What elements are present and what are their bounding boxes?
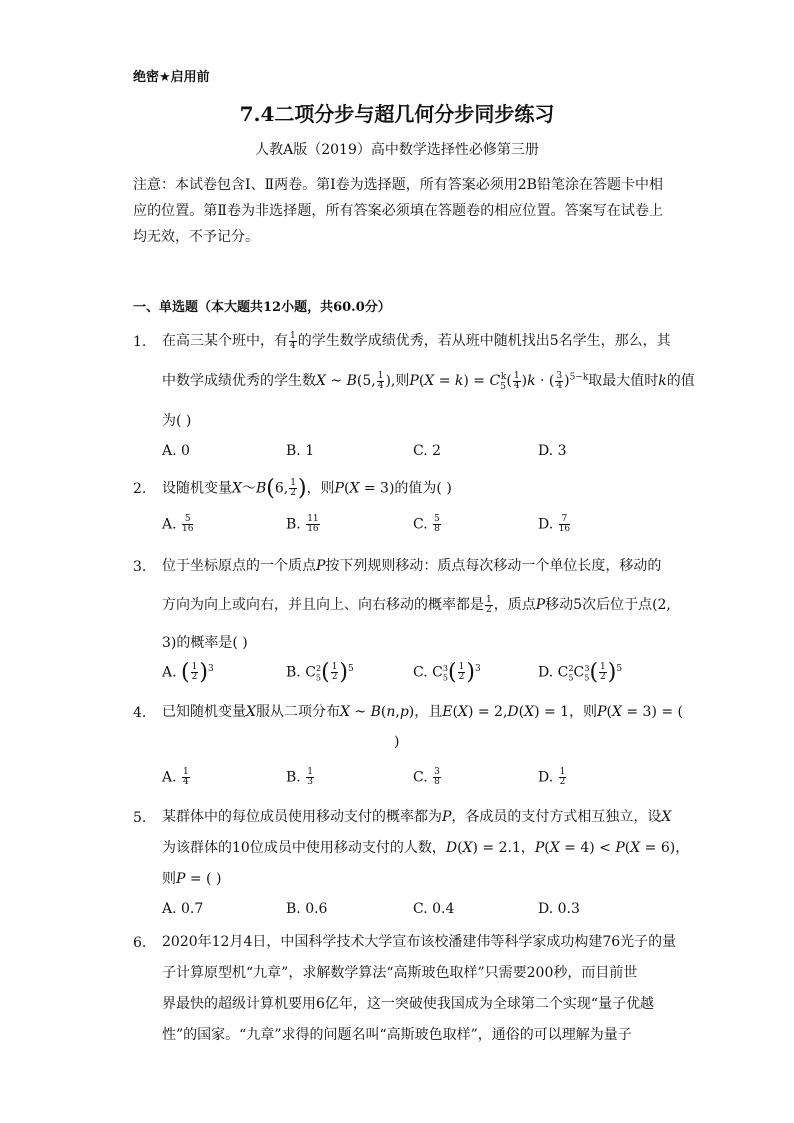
question-line: 3)的概率是( ) <box>162 635 248 651</box>
option-b[interactable]: B. $\frac{1}{3}$ <box>286 767 313 787</box>
option-d[interactable]: D. 3 <box>538 443 567 459</box>
question-line: 2020年12月4日，中国科学技术大学宣布该校潘建伟等科学家成功构建76光子的量 <box>162 934 677 950</box>
question-number: 5. <box>133 810 147 826</box>
question-number: 1. <box>133 334 147 350</box>
question-line: 在高三某个班中，有 $\frac{1}{4}$ 的学生数学成绩优秀，若从班中随机找出5名学生，那么，其 <box>162 330 671 351</box>
page-title: 7.4二项分步与超几何分步同步练习 <box>239 102 555 126</box>
option-a[interactable]: A. $\frac{1}{4}$ <box>162 767 189 787</box>
exam-notice: 注意：本试卷包含Ⅰ、Ⅱ两卷。第Ⅰ卷为选择题，所有答案必须用2B铅笔涂在答题卡中相应的位置。第Ⅱ卷为非选择题，所有答案必须填在答题卷的相应位置。答案写在试卷上均无效，不予记分。 <box>133 177 663 245</box>
page-subtitle: 人教A版（2019）高中数学选择性必修第三册 <box>255 142 539 158</box>
question-number: 3. <box>133 559 147 575</box>
option-c[interactable]: C. 2 <box>413 443 442 459</box>
question-line: 性”的国家。“九章”求得的问题名叫“高斯玻色取样”，通俗的可以理解为量子 <box>162 1027 632 1043</box>
option-c[interactable]: C. $\frac{5}{8}$ <box>413 514 440 534</box>
option-a[interactable]: A. ( $\frac{1}{2}$ )$^3$ <box>162 660 214 685</box>
option-b[interactable]: B. 1 <box>286 443 315 459</box>
question-line: 子计算原型机“九章”，求解数学算法“高斯玻色取样”只需要200秒，而目前世 <box>162 965 638 981</box>
question-line: ) <box>394 734 400 750</box>
question-line: 位于坐标原点的一个质点P按下列规则移动：质点每次移动一个单位长度，移动的 <box>162 558 662 574</box>
question-line: 某群体中的每位成员使用移动支付的概率都为P，各成员的支付方式相互独立，设X <box>162 809 672 825</box>
question-line: 中数学成绩优秀的学生数X ~ B(5, $\frac{1}{4}$ ),则$P(X = k) = C_5^k$( $\frac{1}{4}$ )k · ( $\frac{3}{4}$ )$^{5-k}$取最大值时k的值 <box>162 370 695 392</box>
question-line: 方向为向上或向右，并且向上、向右移动的概率都是 $\frac{1}{2}$ ，质点P移动5次后位于点(2, <box>162 594 671 615</box>
option-d[interactable]: D. $C_5^2C_5^3$( $\frac{1}{2}$ )$^5$ <box>538 660 623 685</box>
question-line: 为该群体的10位成员中使用移动支付的人数，D(X) = 2.1，P(X = 4) < P(X = 6)， <box>162 840 690 856</box>
question-line: 设随机变量X～B(6, $\frac{1}{2}$ )，则P(X = 3)的值为( ) <box>162 476 452 501</box>
option-d[interactable]: D. 0.3 <box>538 901 580 917</box>
question-line: 则P = ( ) <box>162 871 222 887</box>
question-number: 6. <box>133 935 147 951</box>
confidential-label: 绝密★启用前 <box>133 70 210 85</box>
option-b[interactable]: B. 0.6 <box>286 901 328 917</box>
question-line: 已知随机变量X服从二项分布X ~ B(n,p)，且E(X) = 2,D(X) = 1，则P(X = 3) = ( <box>162 704 684 720</box>
question-line: 界最快的超级计算机要用6亿年，这一突破使我国成为全球第二个实现“量子优越 <box>162 996 655 1012</box>
question-line: 为( ) <box>162 413 192 429</box>
option-b[interactable]: B. $C_5^2$( $\frac{1}{2}$ )$^5$ <box>286 660 354 685</box>
option-a[interactable]: A. 0.7 <box>162 901 204 917</box>
option-c[interactable]: C. $\frac{3}{8}$ <box>413 767 440 787</box>
section-heading: 一、单选题（本大题共12小题，共60.0分） <box>133 300 391 315</box>
option-a[interactable]: A. $\frac{5}{16}$ <box>162 514 194 534</box>
option-d[interactable]: D. $\frac{1}{2}$ <box>538 767 566 787</box>
option-c[interactable]: C. 0.4 <box>413 901 455 917</box>
question-number: 4. <box>133 705 147 721</box>
question-number: 2. <box>133 481 147 497</box>
option-c[interactable]: C. $C_5^3$( $\frac{1}{2}$ )$^3$ <box>413 660 481 685</box>
option-b[interactable]: B. $\frac{11}{16}$ <box>286 514 319 534</box>
option-d[interactable]: D. $\frac{7}{16}$ <box>538 514 571 534</box>
option-a[interactable]: A. 0 <box>162 443 190 459</box>
